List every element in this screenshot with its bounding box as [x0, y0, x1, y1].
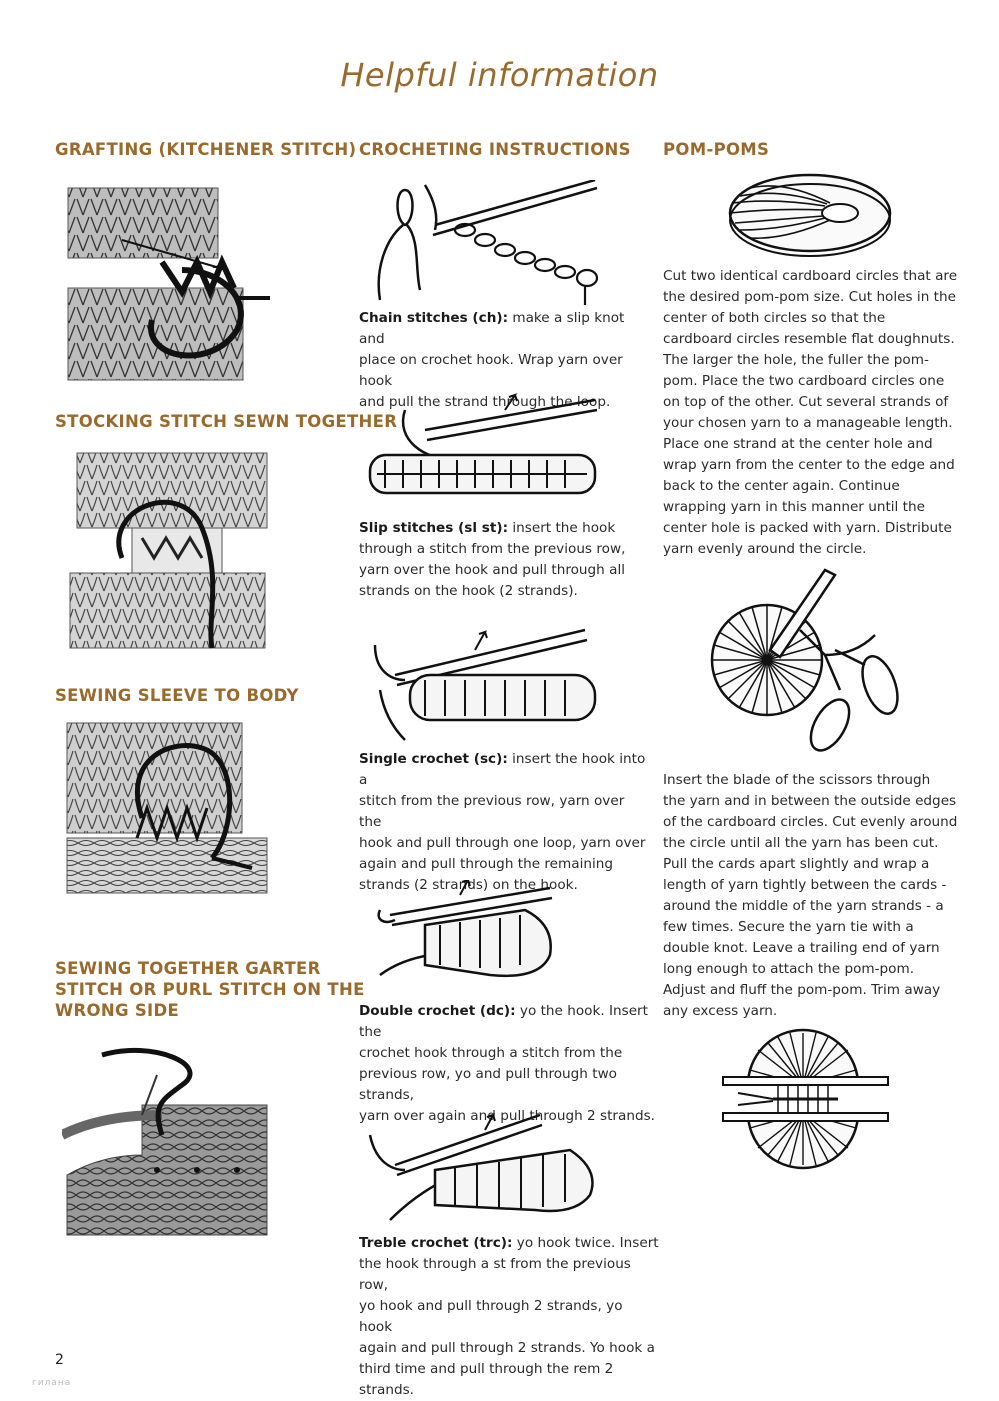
pompoms-p2-line: the circle until all the yarn has been cut. [663, 835, 939, 851]
treble-crochet-illustration [365, 1110, 600, 1225]
slip-line2: through a stitch from the previous row, [359, 541, 626, 557]
treble-line3: yo hook and pull through 2 strands, yo hook [359, 1298, 623, 1335]
pompoms-p2-line: double knot. Leave a trailing end of yarn [663, 940, 940, 956]
double-line4: yarn over again and pull through 2 strands. [359, 1108, 655, 1124]
pompoms-p2-line: any excess yarn. [663, 1003, 778, 1019]
treble-line4: again and pull through 2 strands. Yo hook a [359, 1340, 655, 1356]
chain-line2: place on crochet hook. Wrap yarn over hook [359, 352, 623, 389]
pompoms-p1-line: wrap yarn from the center to the edge and [663, 457, 955, 473]
grafting-heading: GRAFTING (KITCHENER STITCH) [55, 140, 357, 159]
pompoms-p1-line: center hole is packed with yarn. Distribute [663, 520, 952, 536]
pompoms-paragraph-1 [663, 266, 963, 560]
chain-stitch-illustration [365, 180, 605, 305]
single-crochet-description [359, 749, 649, 896]
pompoms-p1-line: Cut two identical cardboard circles that are [663, 268, 958, 284]
garter-heading-line1: SEWING TOGETHER GARTER [55, 959, 321, 978]
cardboard-circle-illustration [715, 168, 895, 258]
pompoms-p2-line: few times. Secure the yarn tie with a [663, 919, 914, 935]
pompoms-p1-line: the desired pom-pom size. Cut holes in the [663, 289, 956, 305]
pompoms-p2-line: around the middle of the yarn strands - a [663, 898, 944, 914]
slip-line3: yarn over the hook and pull through all [359, 562, 626, 578]
pompoms-p1-line: cardboard circles resemble flat doughnuts. [663, 331, 955, 347]
pompoms-p1-line: The larger the hole, the fuller the pom- [663, 352, 929, 368]
chain-line1: make a slip knot and [359, 310, 625, 347]
page-title: Helpful information [340, 56, 659, 94]
slip-stitch-term: Slip stitches (sl st): [359, 520, 509, 536]
pompoms-p1-line: your chosen yarn to a manageable length. [663, 415, 953, 431]
double-line1: yo the hook. Insert the [359, 1003, 648, 1040]
double-line2: crochet hook through a stitch from the [359, 1045, 623, 1061]
treble-line1: yo hook twice. Insert [512, 1235, 659, 1251]
pompoms-p2-line: Pull the cards apart slightly and wrap a [663, 856, 930, 872]
crocheting-heading: CROCHETING INSTRUCTIONS [359, 140, 631, 159]
single-line5: strands (2 strands) on the hook. [359, 877, 578, 893]
sewing-sleeve-illustration [62, 718, 272, 898]
pompoms-p2-line: Adjust and fluff the pom-pom. Trim away [663, 982, 941, 998]
chain-stitch-term: Chain stitches (ch): [359, 310, 509, 326]
single-line1: insert the hook into a [359, 751, 646, 788]
scissors-cutting-illustration [705, 565, 900, 760]
double-line3: previous row, yo and pull through two strands, [359, 1066, 618, 1103]
slip-line4: strands on the hook (2 strands). [359, 583, 578, 599]
treble-crochet-term: Treble crochet (trc): [359, 1235, 513, 1251]
slip-line1: insert the hook [508, 520, 616, 536]
chain-line3: and pull the strand through the loop. [359, 394, 611, 410]
watermark: гилана [32, 1378, 72, 1388]
single-crochet-term: Single crochet (sc): [359, 751, 508, 767]
pompoms-p1-line: center of both circles so that the [663, 310, 886, 326]
single-line3: hook and pull through one loop, yarn over [359, 835, 646, 851]
treble-crochet-description [359, 1233, 659, 1401]
double-crochet-description [359, 1001, 659, 1127]
double-crochet-illustration [370, 880, 570, 985]
double-crochet-term: Double crochet (dc): [359, 1003, 516, 1019]
stocking-stitch-illustration [62, 448, 272, 653]
pompoms-p1-line: on top of the other. Cut several strands of [663, 394, 949, 410]
page-number: 2 [55, 1352, 64, 1368]
pompoms-paragraph-2 [663, 770, 963, 1022]
pompoms-p2-line: Insert the blade of the scissors through [663, 772, 931, 788]
single-crochet-illustration [365, 620, 605, 745]
sleeve-heading: SEWING SLEEVE TO BODY [55, 686, 299, 705]
pompoms-p1-line: Place one strand at the center hole and [663, 436, 933, 452]
pompoms-p1-line: yarn evenly around the circle. [663, 541, 867, 557]
treble-line5: third time and pull through the rem 2 strands. [359, 1361, 614, 1398]
garter-heading-line2: STITCH OR PURL STITCH ON THE [55, 980, 365, 999]
single-line4: again and pull through the remaining [359, 856, 614, 872]
slip-stitch-illustration [365, 390, 605, 505]
pompoms-p2-line: length of yarn tightly between the cards - [663, 877, 947, 893]
stocking-heading: STOCKING STITCH SEWN TOGETHER [55, 412, 398, 431]
pompoms-heading: POM-POMS [663, 140, 770, 159]
pompoms-p2-line: of the cardboard circles. Cut evenly around [663, 814, 958, 830]
slip-stitch-description [359, 518, 649, 602]
pompoms-p2-line: the yarn and in between the outside edges [663, 793, 957, 809]
tying-pompom-illustration [718, 1025, 893, 1175]
pompoms-p2-line: long enough to attach the pom-pom. [663, 961, 915, 977]
garter-stitch-illustration [62, 1045, 272, 1240]
treble-line2: the hook through a st from the previous row, [359, 1256, 631, 1293]
pompoms-p1-line: wrapping yarn in this manner until the [663, 499, 925, 515]
garter-heading-line3: WRONG SIDE [55, 1001, 180, 1020]
pompoms-p1-line: back to the center again. Continue [663, 478, 900, 494]
grafting-illustration [62, 180, 272, 385]
pompoms-p1-line: pom. Place the two cardboard circles one [663, 373, 945, 389]
single-line2: stitch from the previous row, yarn over the [359, 793, 625, 830]
